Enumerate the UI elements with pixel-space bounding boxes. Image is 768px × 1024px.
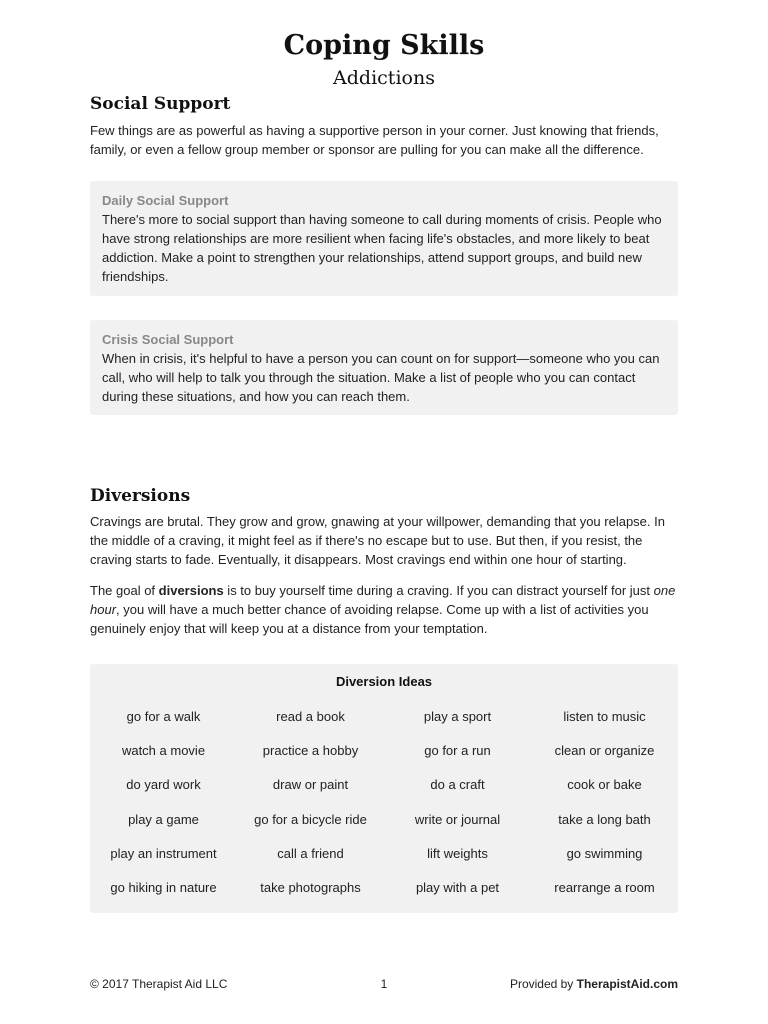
diversion-idea: take a long bath bbox=[558, 811, 651, 827]
crisis-social-support-text: When in crisis, it's helpful to have a person you can count on for support—someone who you can call, who will help to talk you through the situation. Make a list of people who you can contact during these situations, and how you can reach them. bbox=[102, 351, 660, 404]
diversions-heading: Diversions bbox=[90, 486, 191, 506]
diversion-idea: play with a pet bbox=[415, 879, 500, 895]
diversion-idea: go for a run bbox=[424, 743, 491, 759]
diversion-idea: play a sport bbox=[423, 709, 492, 724]
diversion-idea: watch a movie bbox=[121, 743, 206, 759]
diversion-ideas-title: Diversion Ideas bbox=[335, 674, 433, 689]
diversion-idea: draw or paint bbox=[272, 777, 349, 793]
daily-social-support-text: There's more to social support than having someone to call during moments of crisis. People who have strong relationships are more resilient when facing life's obstacles, and more likely to beat addiction. Make a point to strengthen your relationships, attend support groups, and build new friendships. bbox=[102, 212, 662, 284]
diversion-idea: clean or organize bbox=[554, 743, 655, 759]
p2-text-a: The goal of bbox=[90, 583, 159, 598]
p2-text-b: is to buy yourself time during a craving. If you can distract yourself for just bbox=[223, 583, 654, 598]
daily-social-support-box bbox=[90, 181, 678, 296]
page-title: Coping Skills bbox=[283, 30, 485, 61]
diversion-idea: play a game bbox=[128, 811, 199, 827]
diversions-paragraph-2 bbox=[90, 581, 680, 638]
daily-social-support-title: Daily Social Support bbox=[102, 193, 229, 208]
footer-site-link[interactable]: TherapistAid.com bbox=[576, 977, 678, 991]
diversion-idea: read a book bbox=[276, 709, 345, 724]
diversion-idea: cook or bake bbox=[567, 777, 642, 793]
diversion-idea: go hiking in nature bbox=[110, 879, 217, 895]
diversion-idea: write or journal bbox=[414, 811, 501, 827]
footer-page-number: 1 bbox=[380, 977, 388, 991]
diversion-idea: take photographs bbox=[260, 879, 361, 895]
social-support-heading: Social Support bbox=[90, 94, 231, 114]
diversion-idea: go swimming bbox=[566, 845, 643, 861]
page-subtitle: Addictions bbox=[333, 67, 435, 89]
p2-text-c: , you will have a much better chance of avoiding relapse. Come up with a list of activities you genuinely enjoy that will keep you at a distance from your temptation. bbox=[90, 602, 649, 636]
diversion-ideas-box bbox=[90, 664, 678, 913]
crisis-social-support-title: Crisis Social Support bbox=[102, 332, 234, 347]
diversion-idea: go for a walk bbox=[126, 709, 201, 724]
p2-italic-one-hour: one hour bbox=[90, 583, 676, 617]
diversion-idea: lift weights bbox=[427, 845, 488, 861]
footer-copyright: © 2017 Therapist Aid LLC bbox=[90, 977, 228, 991]
crisis-social-support-box bbox=[90, 320, 678, 415]
diversion-ideas-grid bbox=[90, 707, 678, 912]
diversion-idea: go for a bicycle ride bbox=[254, 811, 367, 827]
diversion-idea: do yard work bbox=[126, 777, 201, 793]
diversion-idea: practice a hobby bbox=[262, 743, 359, 759]
diversion-idea: call a friend bbox=[277, 845, 344, 861]
diversions-paragraph-1: Cravings are brutal. They grow and grow, gnawing at your willpower, demanding that you relapse. In the middle of a craving, it might feel as if there's no escape but to use. But then, if you resist, the craving starts to fade. Eventually, it disappears. Most cravings end within one hour of starting. bbox=[90, 514, 665, 567]
diversion-idea: play an instrument bbox=[110, 845, 217, 861]
diversion-idea: do a craft bbox=[430, 777, 485, 793]
footer-provided-by-label: Provided by bbox=[509, 977, 577, 991]
diversion-idea: listen to music bbox=[563, 709, 646, 724]
p2-bold-diversions: diversions bbox=[158, 583, 224, 598]
social-support-intro: Few things are as powerful as having a supportive person in your corner. Just knowing that friends, family, or even a fellow group member or sponsor are pulling for you can make all the difference. bbox=[90, 123, 659, 157]
diversion-idea: rearrange a room bbox=[554, 879, 655, 895]
footer-provided-by bbox=[510, 977, 678, 991]
